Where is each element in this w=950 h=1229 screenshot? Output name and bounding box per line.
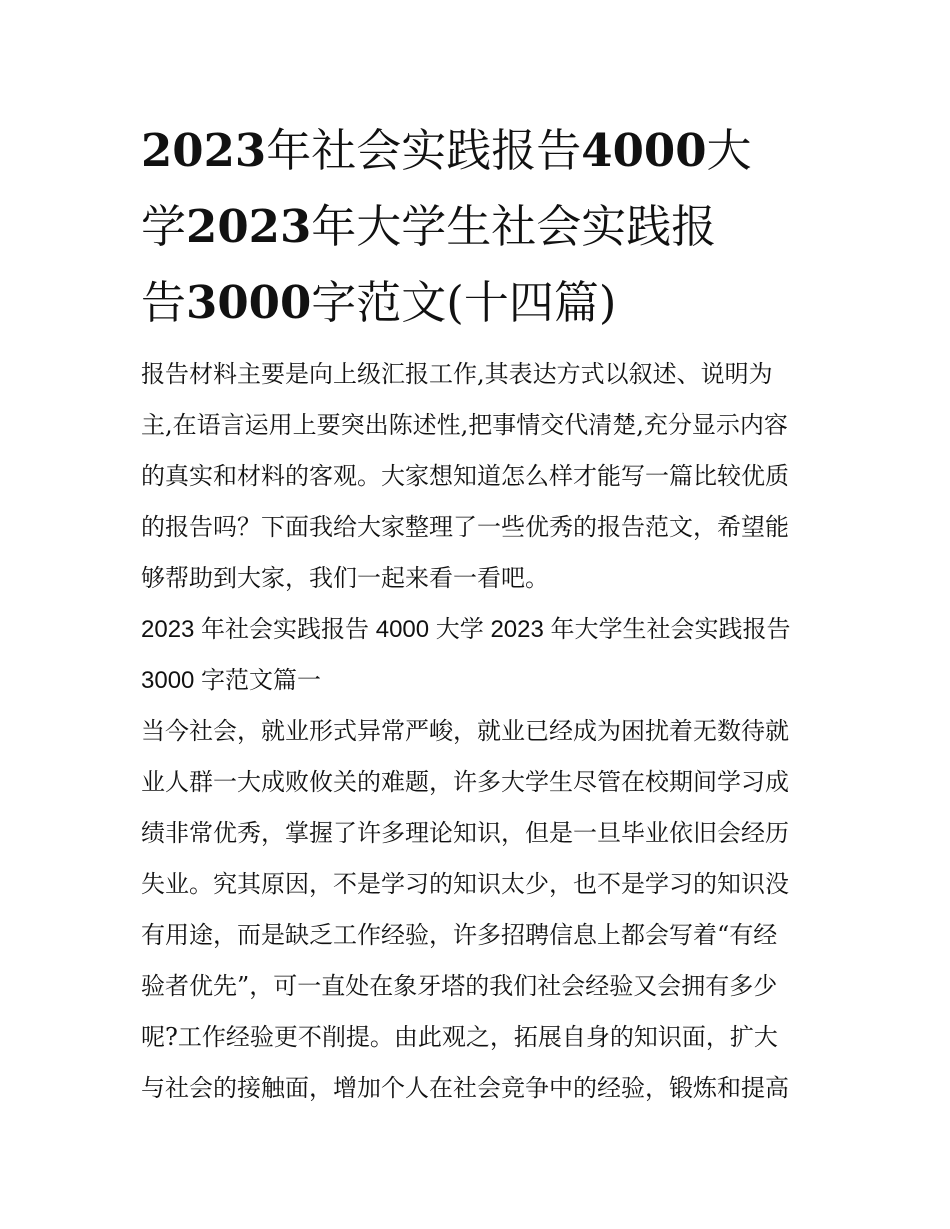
body-line: 当今社会，就业形式异常严峻，就业已经成为困扰着无数待就 <box>141 717 789 745</box>
title-line-3-number: 3000 <box>186 276 312 329</box>
body-line: 呢?工作经验更不削提。由此观之，拓展自身的知识面，扩大 <box>141 1023 778 1051</box>
body-line: 验者优先”，可一直处在象牙塔的我们社会经验又会拥有多少 <box>141 972 778 1000</box>
title-line-3-start: 告 <box>141 276 187 329</box>
document-title <box>141 113 821 341</box>
intro-line: 的报告吗？下面我给大家整理了一些优秀的报告范文，希望能 <box>141 513 789 541</box>
body-line: 与社会的接触面，增加个人在社会竞争中的经验，锻炼和提高 <box>141 1074 789 1102</box>
title-line-3 <box>141 265 821 341</box>
title-line-1-end: 大 <box>706 124 752 177</box>
intro-line: 主,在语言运用上要突出陈述性,把事情交代清楚,充分显示内容 <box>141 411 788 439</box>
title-line-1-number-2: 4000 <box>581 124 707 177</box>
title-line-2-number: 2023 <box>186 200 312 253</box>
body-line: 业人群一大成败攸关的难题，许多大学生尽管在校期间学习成 <box>141 768 789 796</box>
body-paragraph <box>141 706 821 1114</box>
section-heading-line: 2023 年社会实践报告 4000 大学 2023 年大学生社会实践报告 <box>141 616 791 643</box>
body-line: 有用途，而是缺乏工作经验，许多招聘信息上都会写着“有经 <box>141 921 778 949</box>
title-line-2-text: 年大学生社会实践报 <box>311 200 717 253</box>
intro-line: 的真实和材料的客观。大家想知道怎么样才能写一篇比较优质 <box>141 462 789 490</box>
title-line-2 <box>141 189 821 265</box>
section-heading <box>141 604 821 706</box>
document-content <box>141 113 821 1114</box>
title-line-3-text: 字范文(十四篇) <box>311 276 617 329</box>
intro-line: 报告材料主要是向上级汇报工作,其表达方式以叙述、说明为 <box>141 360 773 388</box>
body-line: 失业。究其原因，不是学习的知识太少，也不是学习的知识没 <box>141 870 789 898</box>
title-line-1 <box>141 113 821 189</box>
section-heading-line: 3000 字范文篇一 <box>141 667 322 694</box>
title-line-2-start: 学 <box>141 200 187 253</box>
title-line-1-text: 年社会实践报告 <box>266 124 582 177</box>
title-line-1-number: 2023 <box>141 124 267 177</box>
intro-paragraph <box>141 349 821 604</box>
intro-line: 够帮助到大家，我们一起来看一看吧。 <box>141 564 549 592</box>
body-line: 绩非常优秀，掌握了许多理论知识，但是一旦毕业依旧会经历 <box>141 819 789 847</box>
